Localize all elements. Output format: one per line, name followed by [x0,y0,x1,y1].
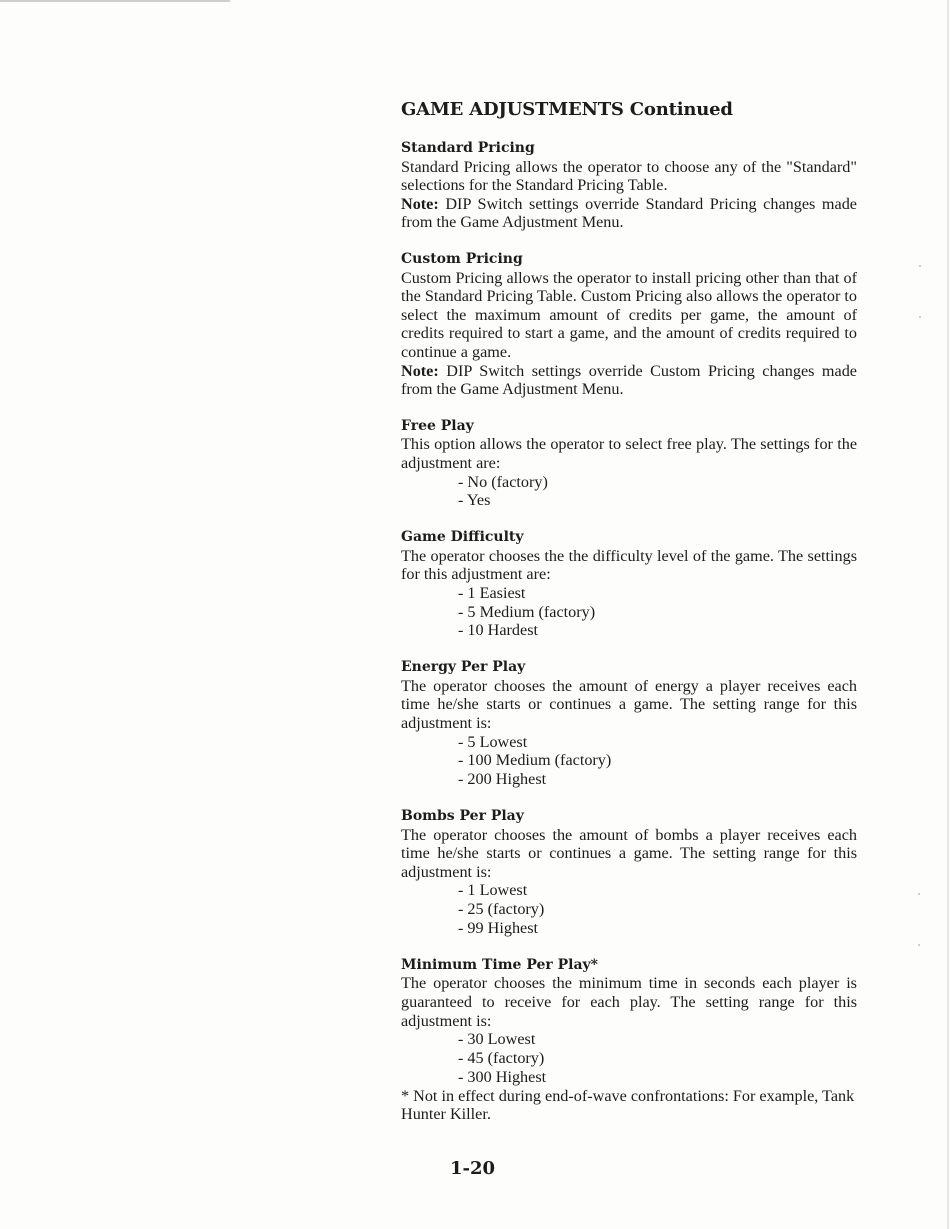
option-item: - 30 Lowest [458,1030,536,1049]
option-item: - 25 (factory) [458,900,545,919]
section-body: The operator chooses the amount of energy a player receives each time he/she starts or continues a game. The setting range for this adjustment is: [401,676,857,733]
scan-speck [919,316,921,318]
page-content [401,98,857,1142]
scan-speck [918,893,920,895]
page-number: 1-20 [450,1158,496,1179]
section-custom-pricing [401,250,857,399]
option-item: - Yes [458,491,491,510]
section-heading: Custom Pricing [401,250,523,267]
option-item: - 99 Highest [458,919,539,937]
scan-edge-line [947,0,949,1229]
scan-speck [919,265,921,267]
note-text: DIP Switch settings override Standard Pricing changes made from the Game Adjustment Menu. [401,194,857,232]
section-body: The operator chooses the the difficulty level of the game. The settings for this adjustment are: [401,546,857,584]
option-item: - 5 Medium (factory) [458,602,596,621]
option-item: - 300 Highest [458,1067,547,1086]
section-heading: Game Difficulty [401,529,524,546]
section-note [401,195,857,232]
section-body: The operator chooses the minimum time in seconds each player is guaranteed to receive for each play. The setting range for this adjustment is: [401,974,857,1030]
option-item: - 1 Lowest [458,881,528,900]
section-heading: Bombs Per Play [401,808,524,825]
section-bombs-per-play [401,807,857,938]
section-body: Standard Pricing allows the operator to choose any of the "Standard" selections for the Standard Pricing Table. [401,157,857,195]
option-item: - 45 (factory) [458,1048,545,1067]
section-heading: Free Play [401,417,474,434]
option-item: - 200 Highest [458,770,547,789]
section-heading: Standard Pricing [401,140,535,156]
page-title: GAME ADJUSTMENTS Continued [401,99,733,120]
section-minimum-time-per-play [401,956,857,1124]
option-item: - 10 Hardest [458,621,539,640]
scan-edge-line [0,0,230,2]
section-note [401,362,857,399]
option-item: - No (factory) [458,472,548,491]
section-free-play [401,417,857,510]
footnote: * Not in effect during end-of-wave confrontations: For example, Tank Hunter Killer. [401,1086,855,1124]
note-label: Note: [401,361,439,380]
option-item: - 1 Easiest [458,583,526,602]
section-body: This option allows the operator to select free play. The settings for the adjustment are: [401,435,857,472]
section-heading: Energy Per Play [401,659,526,676]
section-energy-per-play [401,658,857,789]
option-item: - 5 Lowest [458,732,528,751]
note-text: DIP Switch settings override Custom Pricing changes made from the Game Adjustment Menu. [401,361,857,399]
section-standard-pricing [401,139,857,232]
note-label: Note: [401,194,439,213]
scan-speck [918,944,920,946]
section-body: Custom Pricing allows the operator to install pricing other than that of the Standard Pricing Table. Custom Pricing also allows the operator to select the maximum amount of credits per game, the amount of credits required to start a game, and the amount of credits required to continue a game. [401,268,857,361]
section-body: The operator chooses the amount of bombs a player receives each time he/she starts or continues a game. The setting range for this adjustment is: [401,825,857,881]
section-game-difficulty [401,528,857,640]
section-heading: Minimum Time Per Play* [401,956,599,973]
option-item: - 100 Medium (factory) [458,751,612,770]
